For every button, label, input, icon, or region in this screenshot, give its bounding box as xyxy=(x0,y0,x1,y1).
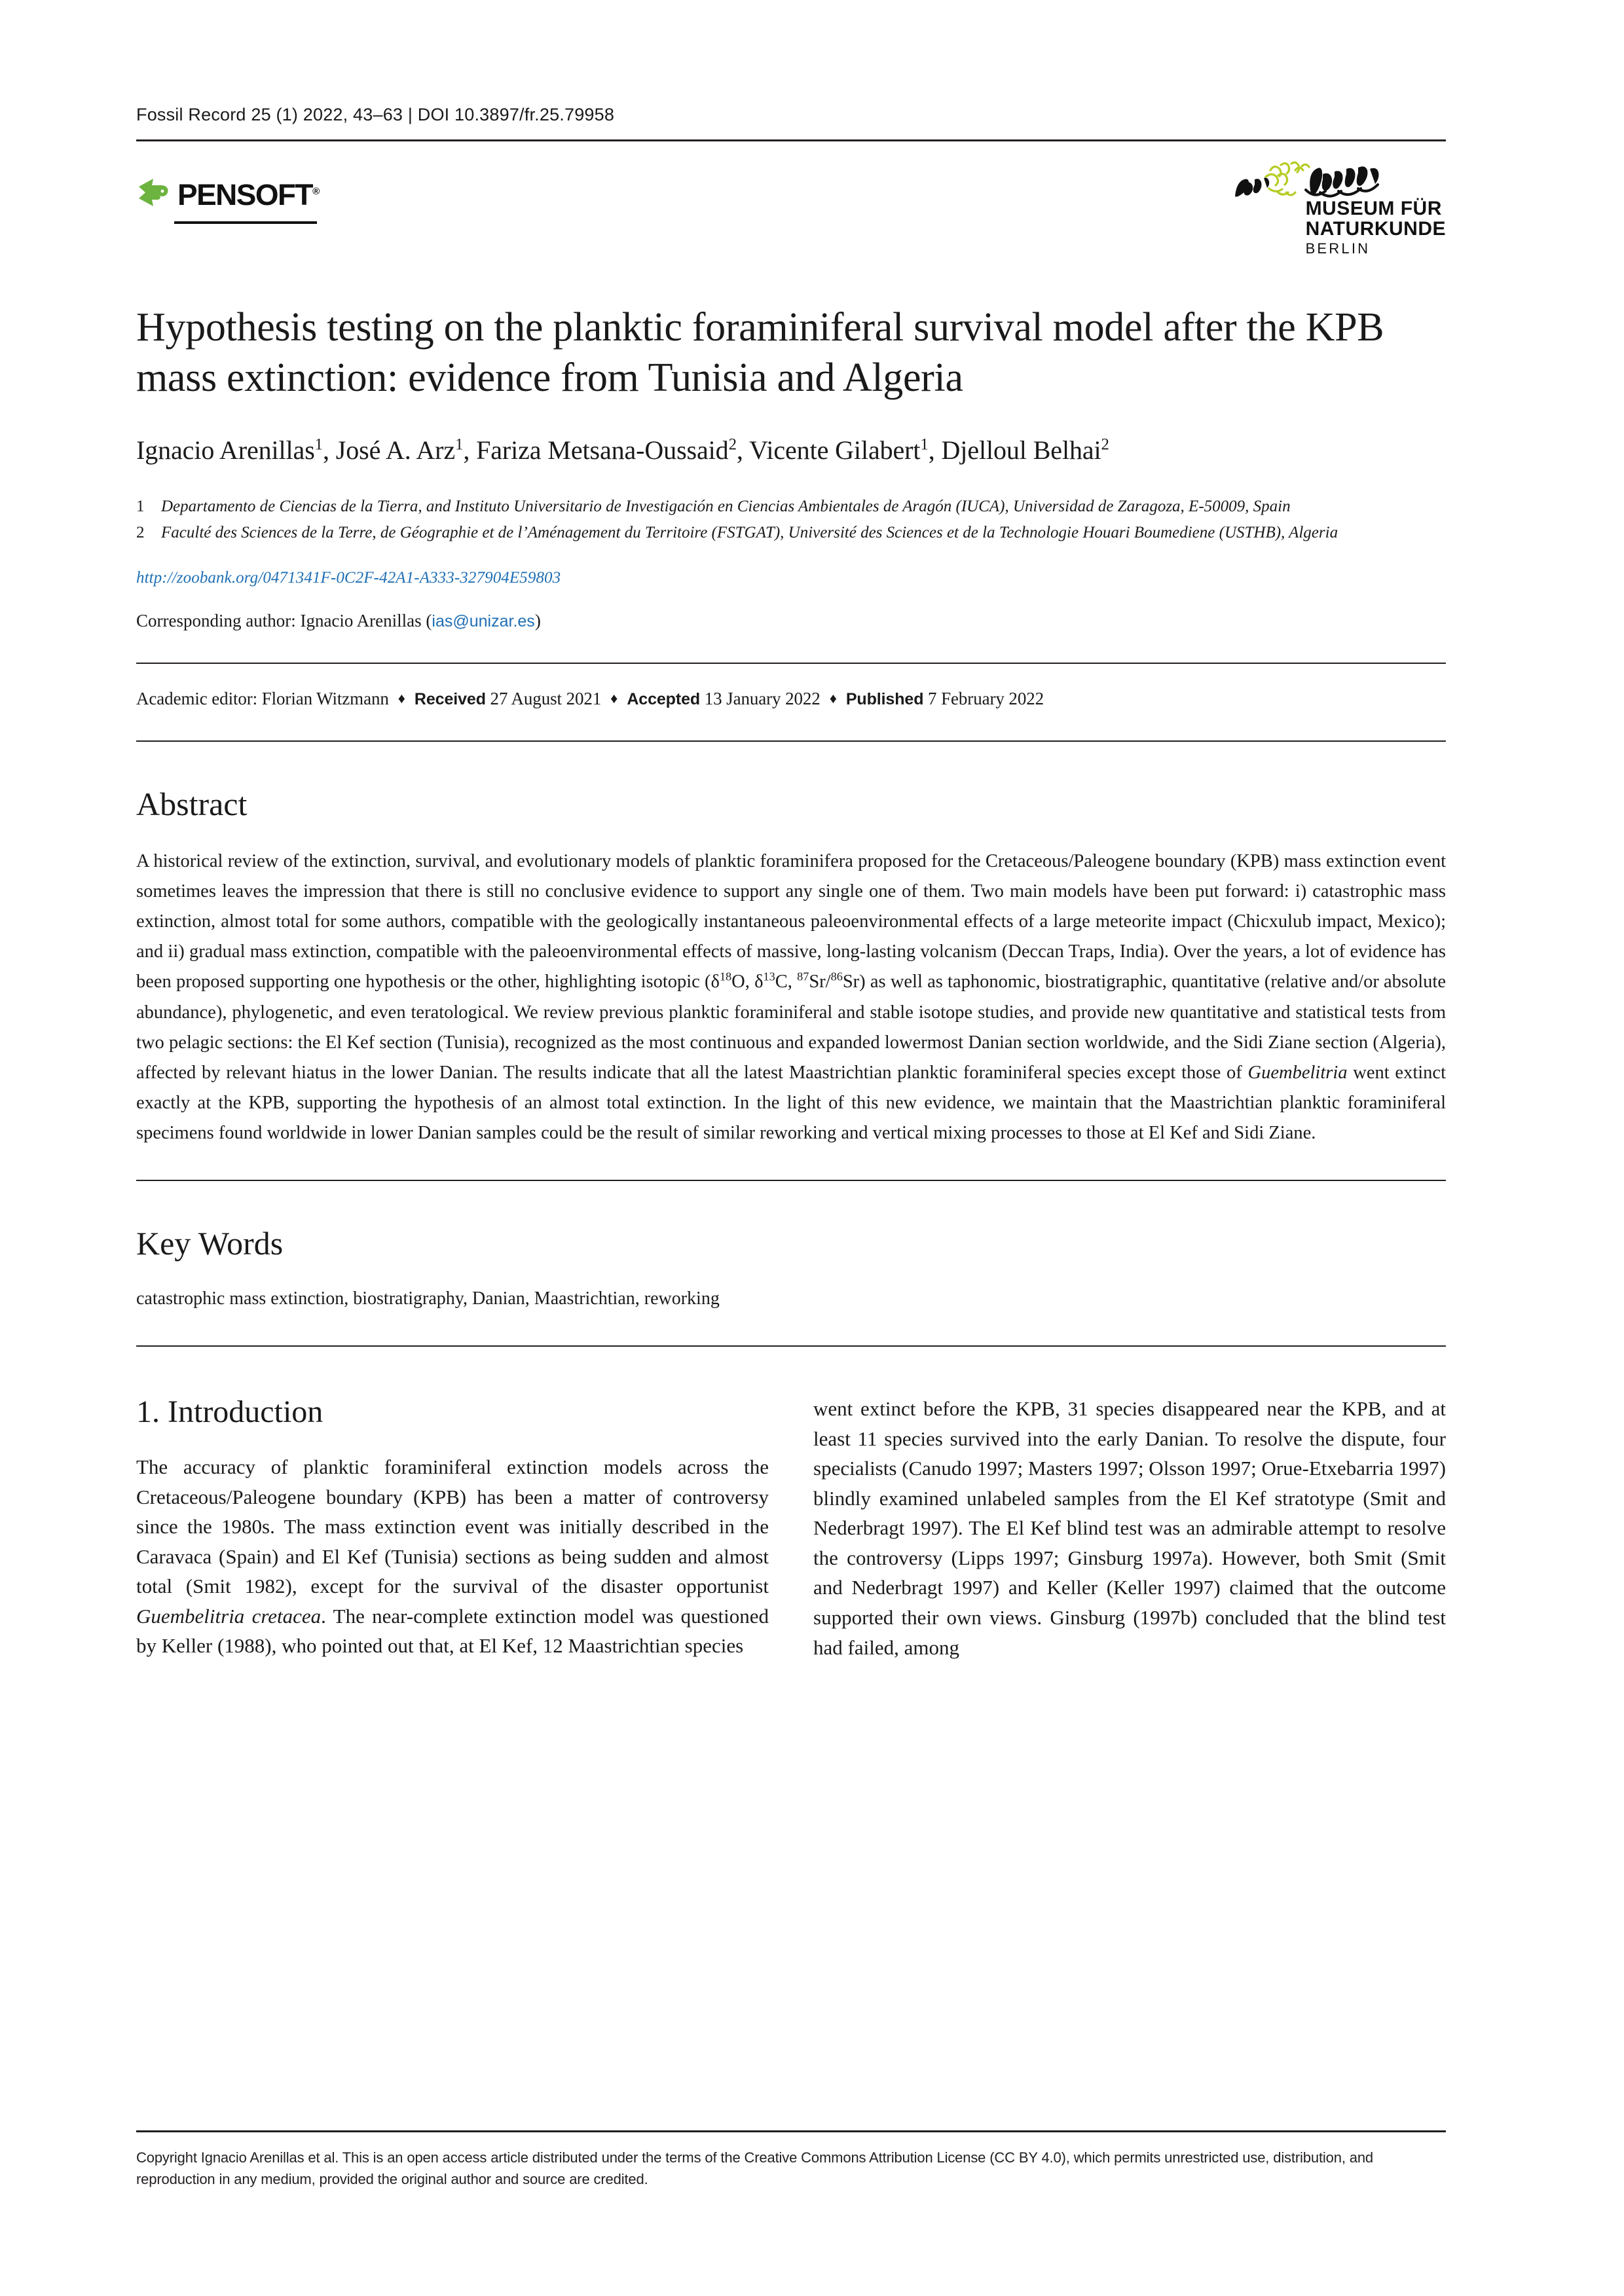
academic-editor: Academic editor: Florian Witzmann xyxy=(136,688,389,708)
isotope-sup-87: 87 xyxy=(797,970,809,983)
abstract-part-4: Sr/ xyxy=(809,972,831,993)
diamond-separator-icon: ♦ xyxy=(397,689,405,706)
article-title: Hypothesis testing on the planktic foraminiferal survival model after the KPB mass extinction: evidence from Tunisia and Algeria xyxy=(136,305,1384,400)
registered-mark-icon: ® xyxy=(312,185,320,197)
intro-left-part-2: . The near-complete extinction model was questioned by Keller (1988), who pointed out that, at El Kef, 12 Maastrichtian species xyxy=(136,1604,769,1658)
pensoft-logo[interactable] xyxy=(136,175,320,213)
pensoft-wordmark: PENSOFT® xyxy=(177,177,320,211)
introduction-paragraph-left xyxy=(136,1452,769,1661)
affiliation-item xyxy=(136,520,1446,547)
page-content xyxy=(136,0,1446,1662)
published-label: Published xyxy=(845,689,924,708)
isotope-sup-13: 13 xyxy=(763,970,775,983)
isotope-sup-18: 18 xyxy=(719,970,732,983)
received-label: Received xyxy=(414,689,486,708)
keywords-text: catastrophic mass extinction, biostratigraphy, Danian, Maastrichtian, reworking xyxy=(136,1288,720,1309)
isotope-sup-86: 86 xyxy=(830,970,843,983)
pensoft-underline xyxy=(174,221,317,224)
keywords-heading: Key Words xyxy=(136,1225,284,1262)
intro-left-genus-name: Guembelitria cretacea xyxy=(136,1604,322,1628)
abstract-part-5: Sr) as well as taphonomic, biostratigraphic, quantitative (relative and/or absolute abundance), phylogenetic, and even teratological. We review previous planktic foraminiferal and stable isotope studies, and provide new quantitative and statistical tests from two pelagic sections: the El Kef section (Tunisia), recognized as the most continuous and expanded lowermost Danian section worldwide, and the Sidi Ziane section (Algeria), affected by relevant hiatus in the lower Danian. The results indicate that all the latest Maastrichtian planktic foraminiferal species except those of xyxy=(136,972,1446,1083)
abstract-text xyxy=(136,847,1446,1149)
copyright-text: Copyright Ignacio Arenillas et al. This is an open access article distributed under the terms of the Creative Commons Attribution License (CC BY 4.0), which permits unrestricted use, distribution, and reproduction in any medium, provided the original author and source are credited. xyxy=(136,2149,1374,2188)
abstract-part-1: A historical review of the extinction, survival, and evolutionary models of planktic foraminifera proposed for the Cretaceous/Paleogene boundary (KPB) mass extinction event sometimes leaves the impression that there is still no conclusive evidence to support any single one of them. Two main models have been put forward: i) catastrophic mass extinction, almost total for some authors, compatible with the geologically instantaneous paleoenvironmental effects of a large meteorite impact (Chicxulub impact, Mexico); and ii) gradual mass extinction, compatible with the paleoenvironmental effects of massive, long-lasting volcanism (Deccan Traps, India). Over the years, a lot of evidence has been proposed supporting one hypothesis or the other, highlighting isotopic (δ xyxy=(136,850,1446,993)
author-list: Ignacio Arenillas$^1$, José A. Arz$^1$, Fariza Metsana-Oussaid$^2$, Vicente Gilabert$^1$, Djelloul Belhai$^2$ xyxy=(136,435,1109,465)
abstract-part-2: O, δ xyxy=(731,972,764,993)
corresponding-author-label: Corresponding author: Ignacio Arenillas ( xyxy=(136,610,432,630)
published-date: 7 February 2022 xyxy=(928,688,1044,708)
affiliation-text: Faculté des Sciences de la Terre, de Géographie et de l’Aménagement du Territoire (FSTGAT), Université des Sciences et de la Technologie Houari Boumediene (USTHB), Algeria xyxy=(161,524,1338,542)
logo-band xyxy=(136,160,1446,257)
editorial-dates xyxy=(136,689,1446,709)
abstract-part-6: went extinct exactly at the KPB, supporting the hypothesis of an almost total extinction. In the light of this new evidence, we maintain that the Maastrichtian planktic foraminiferal specimens found worldwide in lower Danian samples could be the result of similar reworking and vertical mixing processes to those at El Kef and Sidi Ziane. xyxy=(136,1062,1446,1144)
page-footer xyxy=(136,2130,1446,2191)
keywords-divider-bottom xyxy=(136,1345,1446,1347)
affiliation-number: 1 xyxy=(136,497,145,515)
affiliation-text: Departamento de Ciencias de la Tierra, and Instituto Universitario de Investigación en Ciencias Ambientales de Aragón (IUCA), Universidad de Zaragoza, E-50009, Spain xyxy=(161,497,1291,515)
editorial-divider-top xyxy=(136,663,1446,664)
column-left xyxy=(136,1394,769,1662)
museum-fur-naturkunde-logo[interactable] xyxy=(1230,160,1446,257)
introduction-paragraph-right: went extinct before the KPB, 31 species disappeared near the KPB, and at least 11 species survived into the early Danian. To resolve the dispute, four specialists (Canudo 1997; Masters 1997; Olsson 1997; Orue-Etxebarria 1997) blindly examined unlabeled samples from the El Kef stratotype (Smit and Nederbragt 1997). The El Kef blind test was an admirable attempt to resolve the controversy (Lipps 1997; Ginsburg 1997a). However, both Smit (Smit and Nederbragt 1997) and Keller (Keller 1997) claimed that the outcome supported their own views. Ginsburg (1997b) concluded that the blind test had failed, among xyxy=(813,1397,1446,1659)
running-head: Fossil Record 25 (1) 2022, 43–63 | DOI 10.3897/fr.25.79958 xyxy=(136,105,615,124)
pensoft-leaf-icon xyxy=(136,177,172,211)
diamond-separator-icon: ♦ xyxy=(829,689,837,706)
body-columns xyxy=(136,1394,1446,1662)
museum-name-line2: NATURKUNDE xyxy=(1305,217,1446,240)
museum-name-line1: MUSEUM FÜR xyxy=(1305,198,1442,219)
abstract-heading: Abstract xyxy=(136,785,248,822)
abstract-part-3: C, xyxy=(775,972,798,993)
received-date: 27 August 2021 xyxy=(490,688,602,708)
affiliations-list xyxy=(136,494,1446,547)
column-right xyxy=(813,1394,1446,1662)
keywords-divider-top xyxy=(136,1180,1446,1181)
affiliation-item xyxy=(136,494,1446,520)
abstract-genus-name: Guembelitria xyxy=(1247,1062,1348,1083)
zoobank-link[interactable]: http://zoobank.org/0471341F-0C2F-42A1-A333-327904E59803 xyxy=(136,568,561,587)
museum-logo-text xyxy=(1306,199,1446,259)
introduction-heading: 1. Introduction xyxy=(136,1394,323,1430)
accepted-label: Accepted xyxy=(627,689,701,708)
editorial-divider-bottom xyxy=(136,740,1446,742)
corresponding-author-email[interactable]: ias@unizar.es xyxy=(432,611,535,630)
corresponding-author xyxy=(136,611,1446,631)
accepted-date: 13 January 2022 xyxy=(704,688,821,708)
footer-divider xyxy=(136,2130,1446,2132)
museum-city: BERLIN xyxy=(1305,240,1371,257)
intro-left-part-1: The accuracy of planktic foraminiferal extinction models across the Cretaceous/Paleogene boundary (KPB) has been a matter of controversy since the 1980s. The mass extinction event was initially described in the Caravaca (Spain) and El Kef (Tunisia) sections as being sudden and almost total (Smit 1982), except for the survival of the disaster opportunist xyxy=(136,1455,769,1598)
corresponding-author-close: ) xyxy=(534,610,541,630)
header-divider xyxy=(136,139,1446,141)
diamond-separator-icon: ♦ xyxy=(610,689,618,706)
affiliation-number: 2 xyxy=(136,524,145,542)
